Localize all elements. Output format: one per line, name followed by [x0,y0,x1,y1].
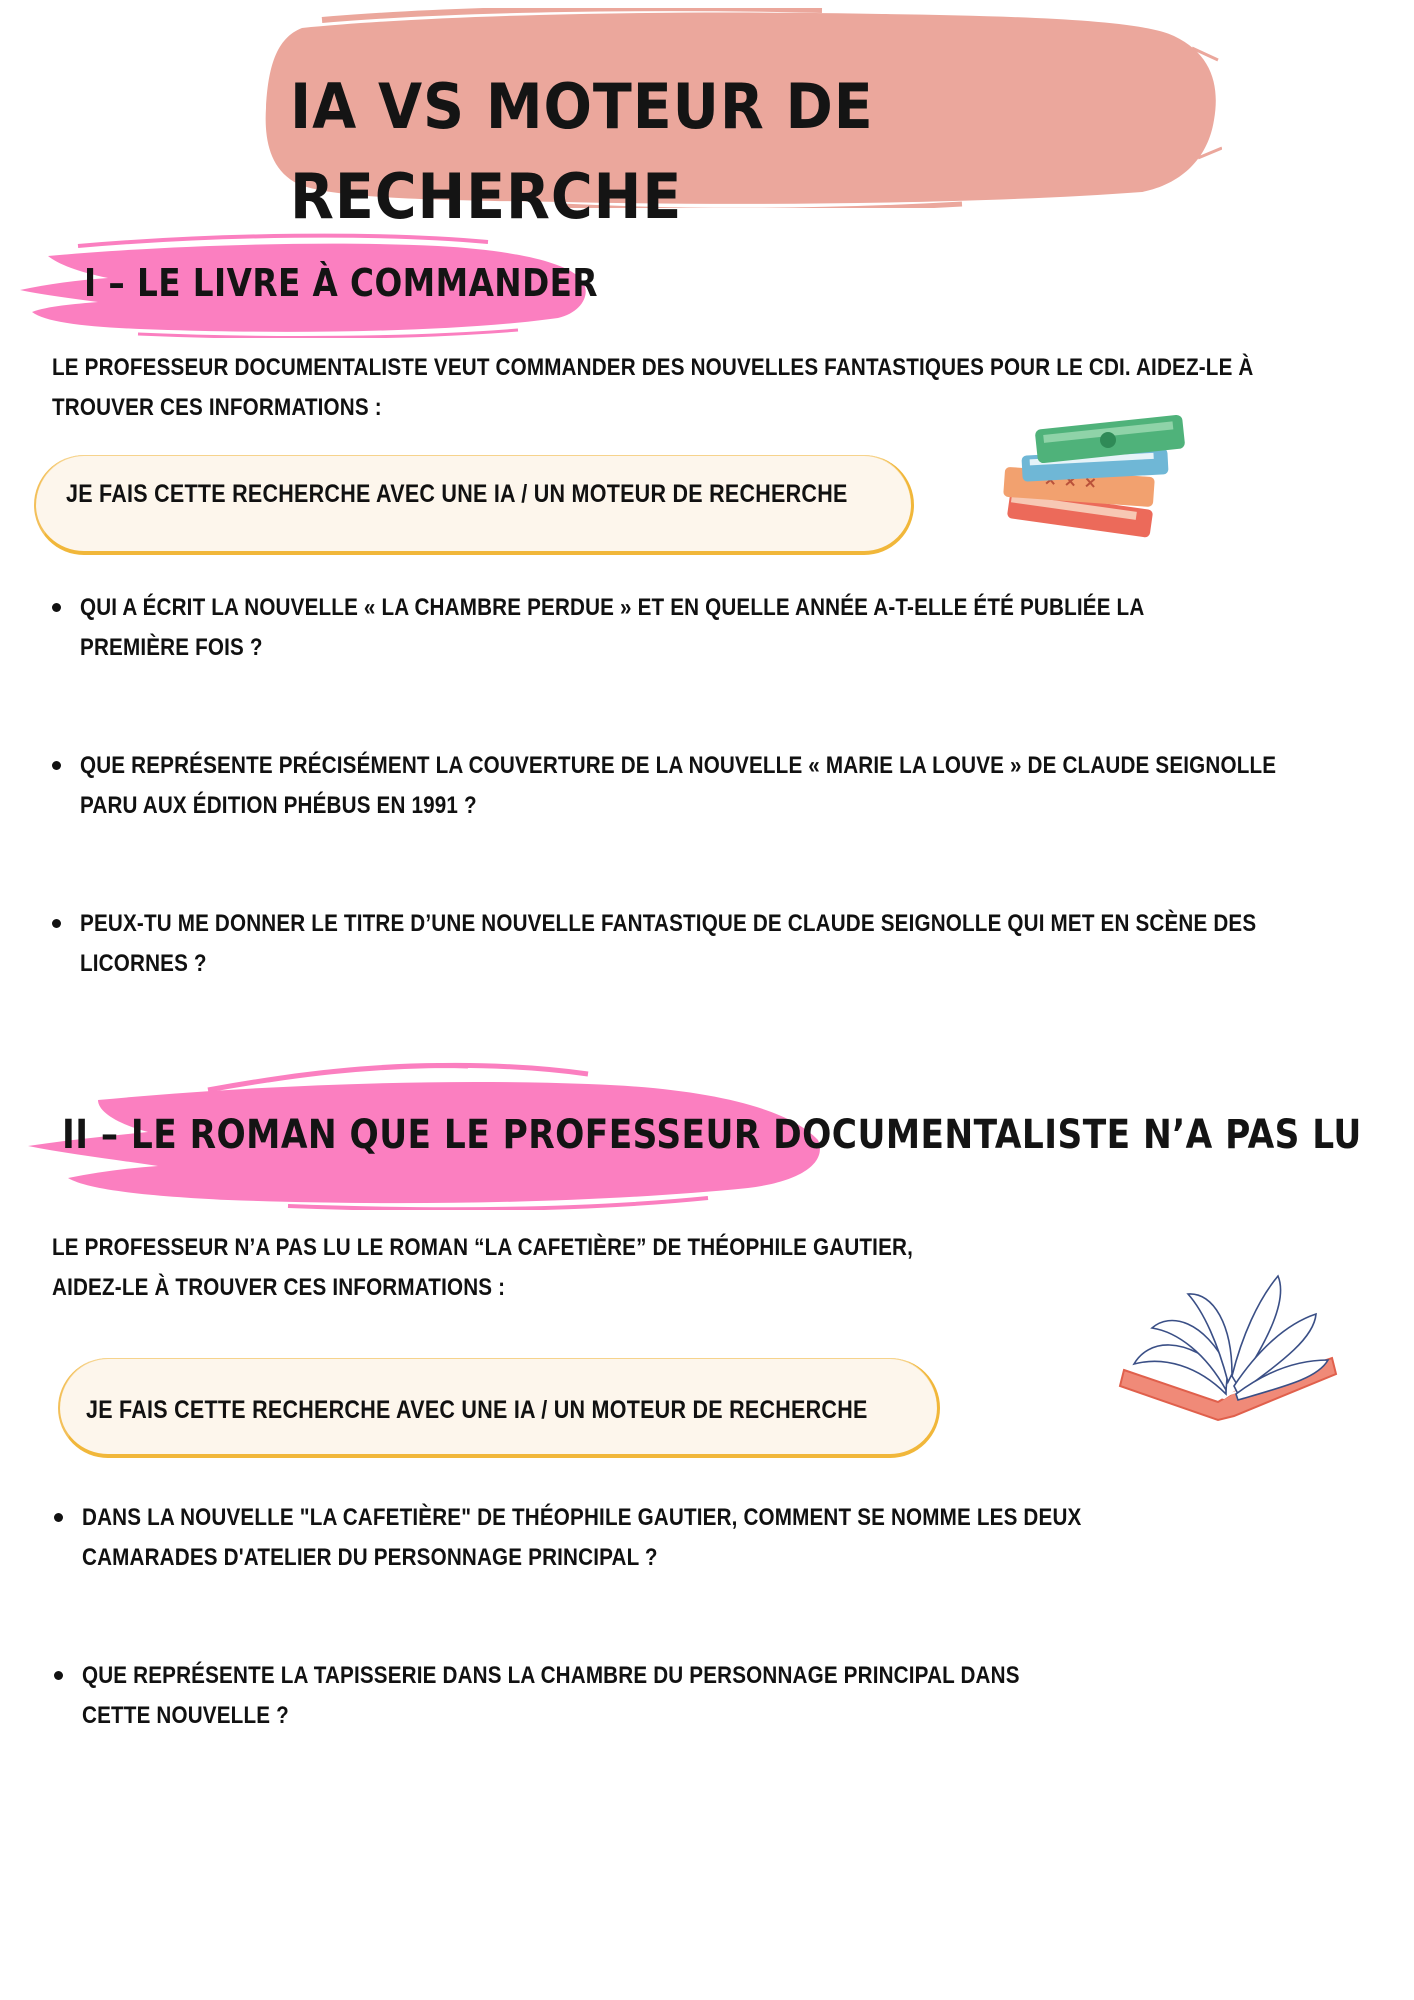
section2-question-2: QUE REPRÉSENTE LA TAPISSERIE DANS LA CHAMBRE DU PERSONNAGE PRINCIPAL DANS CETTE NOUVELLE ? [82,1662,1020,1729]
section2-intro-line2: AIDEZ-LE À TROUVER CES INFORMATIONS : [52,1274,506,1301]
section2-question-1: DANS LA NOUVELLE "LA CAFETIÈRE" DE THÉOPHILE GAUTIER, COMMENT SE NOMME LES DEUX CAMARADES D'ATELIER DU PERSONNAGE PRINCIPAL ? [82,1504,1082,1571]
bullet-icon [52,761,61,770]
section2-pill-label: JE FAIS CETTE RECHERCHE AVEC UNE IA / UN MOTEUR DE RECHERCHE [86,1396,868,1424]
bullet-icon [52,603,61,612]
page-title: IA VS MOTEUR DE RECHERCHE [290,70,874,233]
bullet-icon [54,1513,63,1522]
section2-heading: II – LE ROMAN QUE LE PROFESSEUR DOCUMENTALISTE N’A PAS LU [62,1112,1362,1158]
section2-intro-line1: LE PROFESSEUR N’A PAS LU LE ROMAN “LA CAFETIÈRE” DE THÉOPHILE GAUTIER, [52,1234,914,1261]
section1-question-3: PEUX-TU ME DONNER LE TITRE D’UNE NOUVELLE FANTASTIQUE DE CLAUDE SEIGNOLLE QUI MET EN SCÈNE DES LICORNES ? [80,910,1257,977]
section1-question-2: QUE REPRÉSENTE PRÉCISÉMENT LA COUVERTURE DE LA NOUVELLE « MARIE LA LOUVE » DE CLAUDE SEIGNOLLE PARU AUX ÉDITION PHÉBUS EN 1991 ? [80,752,1277,819]
open-book-icon [1118,1270,1344,1430]
book-stack-icon [996,412,1192,542]
section1-intro-line1: LE PROFESSEUR DOCUMENTALISTE VEUT COMMANDER DES NOUVELLES FANTASTIQUES POUR LE CDI. AIDEZ-LE À [52,354,1254,381]
section2-intro [52,1228,913,1308]
bullet-icon [54,1671,63,1680]
bullet-icon [52,919,61,928]
section1-pill-label: JE FAIS CETTE RECHERCHE AVEC UNE IA / UN MOTEUR DE RECHERCHE [66,480,848,508]
section1-heading: I – LE LIVRE À COMMANDER [84,261,598,305]
section1-intro-line2: TROUVER CES INFORMATIONS : [52,394,382,421]
section1-question-1: QUI A ÉCRIT LA NOUVELLE « LA CHAMBRE PERDUE » ET EN QUELLE ANNÉE A-T-ELLE ÉTÉ PUBLIÉE LA PREMIÈRE FOIS ? [80,594,1145,661]
